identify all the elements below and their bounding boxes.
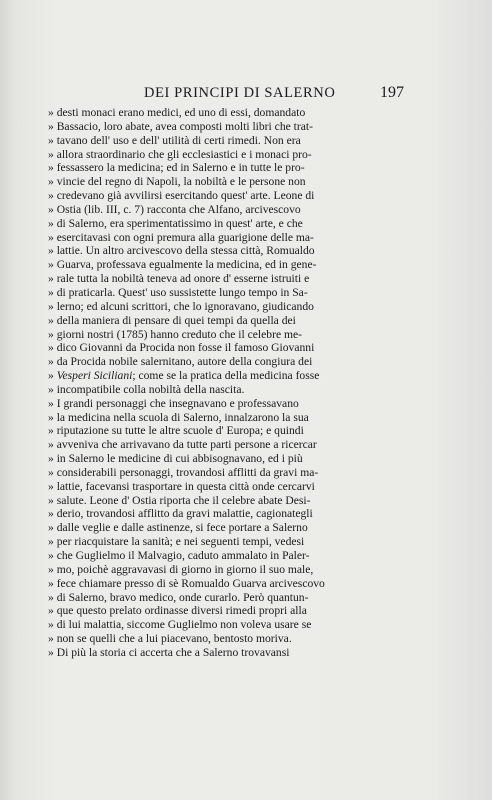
text-line: » vincie del regno di Napoli, la nobiltà e le persone non — [48, 175, 306, 189]
text-line: » credevano già avvilirsi esercitando quest' arte. Leone di — [48, 189, 315, 203]
text-line: » derio, trovandosi afflitto da gravi malattie, cagionategli — [48, 507, 313, 521]
text-line: » esercitavasi con ogni premura alla guarigione delle ma- — [48, 230, 314, 244]
text-line: » non se quelli che a lui piacevano, bentosto moriva. — [48, 632, 292, 646]
text-line: » giorni nostri (1785) hanno creduto che il celebre me- — [48, 327, 303, 341]
text-line: » per riacquistare la sanità; e nei seguenti tempi, vedesi — [48, 535, 305, 549]
text-line: » que questo prelato ordinasse diversi rimedi propri alla — [48, 604, 307, 618]
page-header — [54, 84, 404, 102]
text-line: » Bassacio, loro abate, avea composti molti libri che trat- — [48, 119, 313, 133]
text-line: » fessassero la medicina; ed in Salerno e in tutte le pro- — [48, 161, 305, 175]
text-line: » che Guglielmo il Malvagio, caduto ammalato in Paler- — [48, 549, 310, 562]
text-line: » di praticarla. Quest' uso sussistette lungo tempo in Sa- — [48, 285, 308, 299]
text-line: » lattie, facevansi trasportare in questa città onde cercarvi — [48, 479, 315, 493]
text-line: » dico Giovanni da Procida non fosse il famoso Giovanni — [48, 341, 315, 355]
text-line: » tavano dell' uso e dell' utilità di certi rimedi. Non era — [48, 133, 301, 147]
text-line: » lerno; ed alcuni scrittori, che lo ignoravano, giudicando — [48, 299, 314, 313]
body-text — [48, 106, 408, 660]
text-line: » incompatibile colla nobiltà della nascita. — [48, 382, 245, 396]
text-line: » dalle veglie e dalle astinenze, si fece portare a Salerno — [48, 521, 308, 535]
text-line: » Guarva, professava egualmente la medicina, ed in gene- — [48, 258, 317, 272]
text-line: » salute. Leone d' Ostia riporta che il celebre abate Desi- — [48, 493, 311, 507]
text-line: » della maniera di pensare di quei tempi da quella dei — [48, 313, 296, 327]
text-line: » lattie. Un altro arcivescovo della stessa città, Romualdo — [48, 244, 315, 258]
page-number: 197 — [380, 84, 404, 101]
running-title: DEI PRINCIPI DI SALERNO — [144, 85, 336, 101]
text-line: » mo, poichè aggravavasi di giorno in giorno il suo male, — [48, 562, 314, 576]
text-line: » in Salerno le medicine di cui abbisognavano, ed i più — [48, 452, 303, 466]
text-line: » Di più la storia ci accerta che a Salerno trovavansi — [48, 645, 290, 659]
text-line: » avveniva che arrivavano da tutte parti persone a ricercar — [48, 438, 317, 452]
text-line: » desti monaci erano medici, ed uno di essi, domandato — [48, 106, 306, 119]
text-line: » I grandi personaggi che insegnavano e professavano — [48, 396, 299, 410]
text-line: » di lui malattia, siccome Guglielmo non voleva usare se — [48, 618, 312, 632]
italic-title: Vesperi Siciliani — [56, 369, 133, 383]
text-line: » considerabili personaggi, trovandosi afflitti da gravi ma- — [48, 465, 319, 479]
text-line: » di Salerno, bravo medico, onde curarlo. Però quantun- — [48, 590, 309, 604]
text-line: » allora straordinario che gli ecclesiastici e i monaci pro- — [48, 147, 312, 161]
text-line: » da Procida nobile salernitano, autore della congiura dei — [48, 355, 313, 369]
text-line: » Ostia (lib. III, c. 7) racconta che Alfano, arcivescovo — [48, 202, 301, 216]
text-line: » di Salerno, era sperimentatissimo in quest' arte, e che — [48, 216, 303, 230]
text-line: » riputazione su tutte le altre scuole d' Europa; e quindi — [48, 424, 304, 438]
text-line: » fece chiamare presso di sè Romualdo Guarva arcivescovo — [48, 576, 325, 590]
text-line: » Vesperi Siciliani; come se la pratica della medicina fosse — [48, 369, 320, 383]
text-line: » rale tutta la nobiltà teneva ad onore d' esserne istruiti e — [48, 272, 310, 286]
text-line: » la medicina nella scuola di Salerno, innalzarono la sua — [48, 410, 309, 424]
